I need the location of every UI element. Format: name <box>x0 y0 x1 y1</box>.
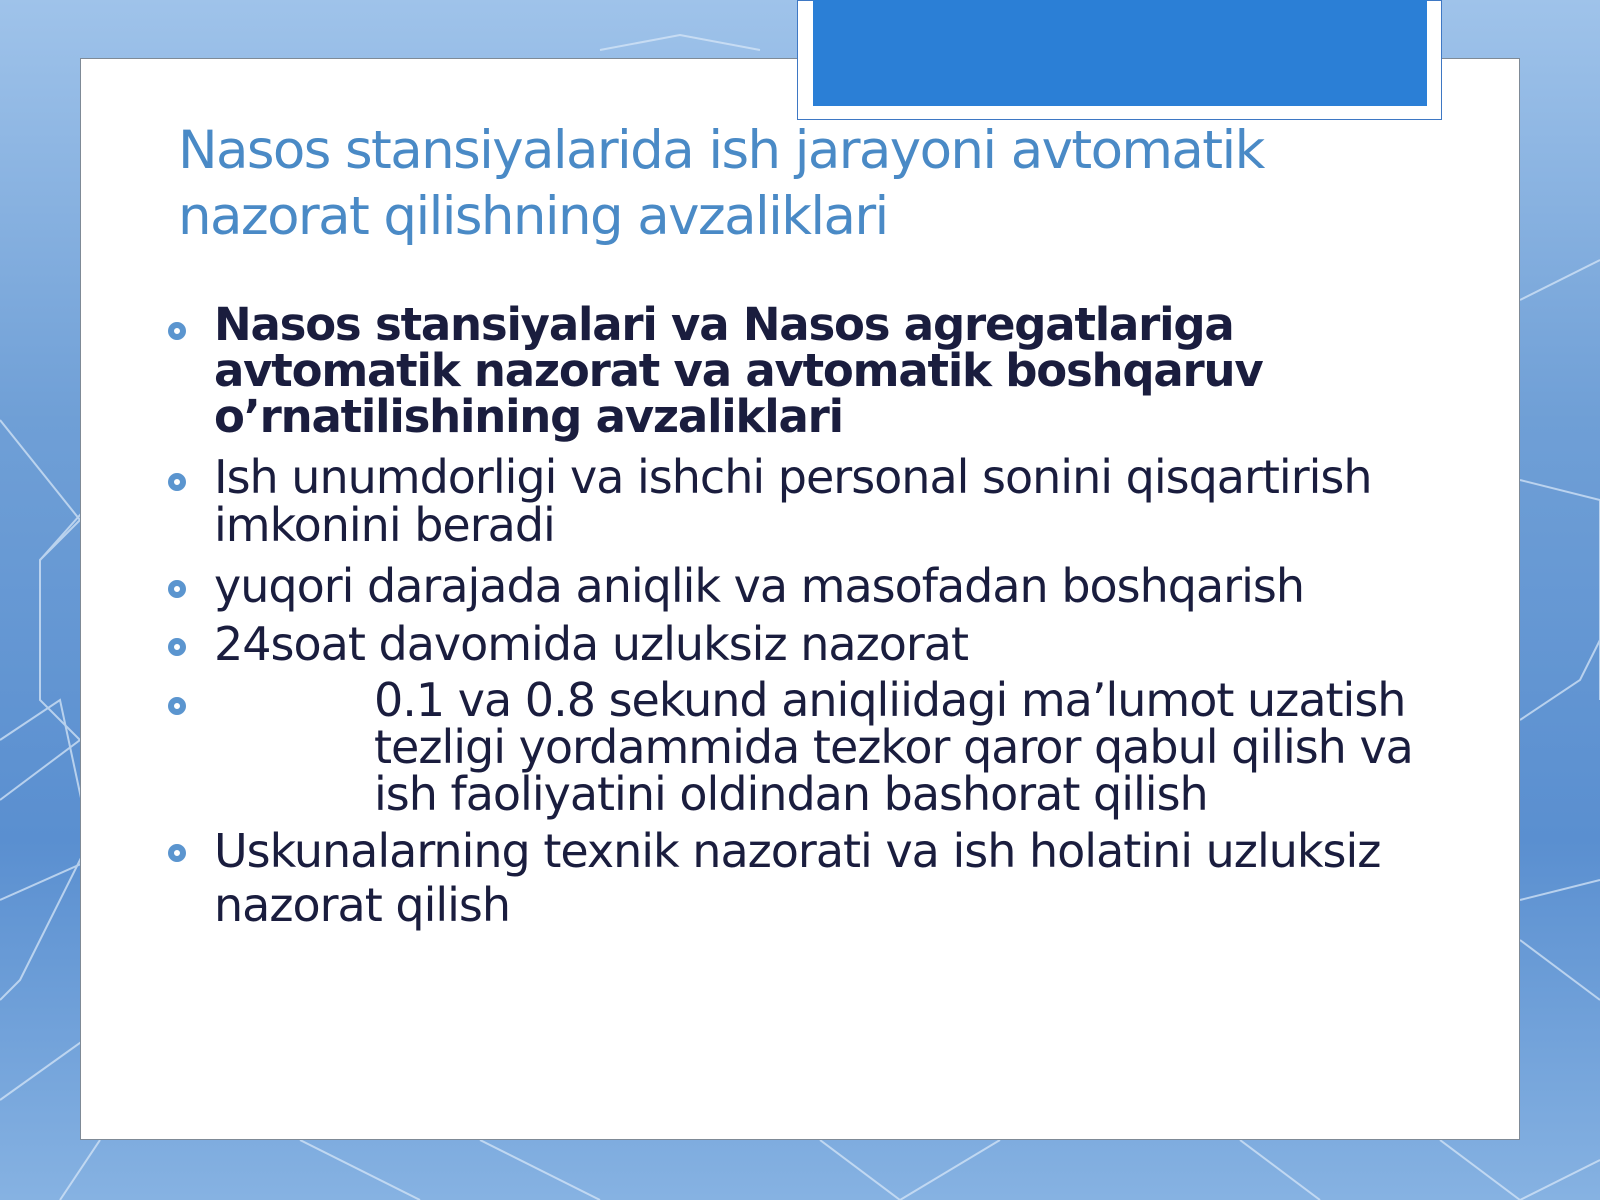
bullet-marker-icon <box>168 844 186 862</box>
bullet-item-3 <box>214 560 1474 612</box>
bullet-item-1 <box>214 298 1474 443</box>
bullet-item-5 <box>214 673 1474 821</box>
bullet-text: 0.1 va 0.8 sekund aniqliidagi ma’lumot uzatish tezligi yordammida tezkor qaror qabul qilish va ish faoliyatini oldindan bashorat qilish <box>374 673 1413 821</box>
bullet-text: yuqori darajada aniqlik va masofadan boshqarish <box>214 559 1304 613</box>
bullet-item-6 <box>214 824 1474 932</box>
bullet-text: Ish unumdorligi va ishchi personal sonini qisqartirish imkonini beradi <box>214 450 1372 552</box>
bullet-marker-icon <box>168 473 186 491</box>
bullet-marker-icon <box>168 638 186 656</box>
bullet-text: Nasos stansiyalari va Nasos agregatlariga avtomatik nazorat va avtomatik boshqaruv o’rnatilishining avzaliklari <box>214 298 1263 443</box>
bullet-item-2 <box>214 450 1474 552</box>
slide-title: Nasos stansiyalarida ish jarayoni avtomatik nazorat qilishning avzaliklari <box>178 120 1264 247</box>
bullet-text: Uskunalarning texnik nazorati va ish holatini uzluksiz nazorat qilish <box>214 824 1381 932</box>
bullet-text: 24soat davomida uzluksiz nazorat <box>214 617 968 671</box>
bullet-item-4 <box>214 618 1474 670</box>
bullet-marker-icon <box>168 580 186 598</box>
bullet-marker-icon <box>168 322 186 340</box>
bullet-marker-icon <box>168 697 186 715</box>
